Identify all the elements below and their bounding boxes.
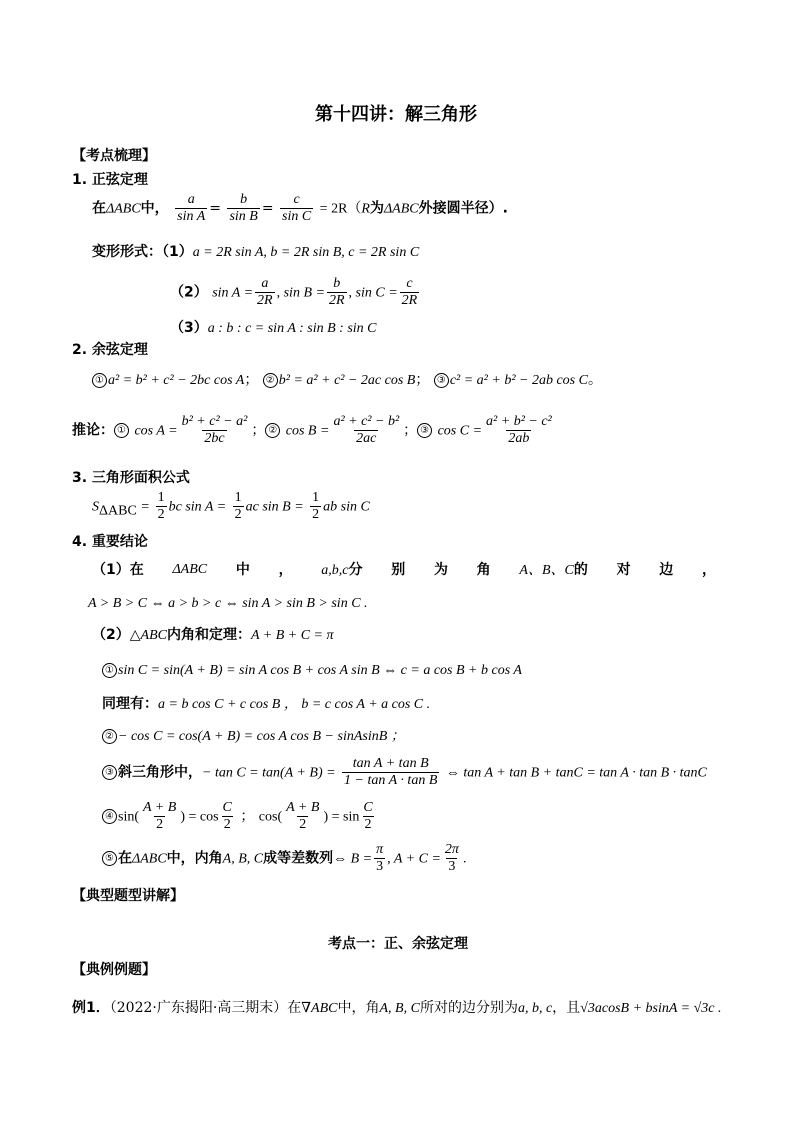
conclusion-2-tongli: 同理有：a = b cos C + c cos B ， b = c cos A + a cos C . [102,696,431,712]
sine-variant-3: （3）a : b : c = sin A : sin B : sin C [170,320,377,336]
conclusion-1-line2: A > B > C ⇔ a > b > c ⇔ sin A > sin B > sin C . [88,596,368,611]
sine-variant-1: 变形形式：（1）a = 2R sin A, b = 2R sin B, c = 2R sin C [92,244,420,260]
conclusion-2-item-4: ④ sin( $\frac{A + B}{2}$ ) = cos $\frac{C}{2}$ ； cos( $\frac{A + B}{2}$ ) = sin $\frac{C}{2}$ [102,800,377,833]
heading-cosine-law: 2. 余弦定理 [72,342,148,358]
area-formula: $S_{\Delta ABC}$ = $\frac{1}{2}$ bc sin A = $\frac{1}{2}$ ac sin B = $\frac{1}{2}$ ab sin C [92,490,370,523]
frac-c-sinC: $\frac{c}{\text{sin C}}$ [282,192,312,225]
conclusion-2-item-5: ⑤ 在ΔABC中，内角A, B, C成等差数列⇔ B = $\frac{\pi}{3}$ , A + C = $\frac{2\pi}{3}$ . [102,842,466,875]
frac-a-sinA: $\frac{a}{\text{sin A}}$ [177,192,206,225]
example-1: 例1．（2022·广东揭阳·高三期末）在∇ABC中，角A, B, C所对的边分别为a, b, c，且√3acosB + bsinA = √3c . [72,1000,722,1016]
section-kaodian: 【考点梳理】 [72,148,156,164]
kaodian-1-heading: 考点一：正、余弦定理 [328,936,468,952]
conclusion-2-item-3: ③ 斜三角形中，− tan C = tan(A + B) = $\frac{\text{tan A + tan B}}{\text{1 − tan A · tan B}}$ ⇔ tan A + tan B + tanC = tan A · tan B · tanC [102,756,707,789]
section-lieti: 【典例例题】 [72,962,156,978]
conclusion-2: （2）△ABC内角和定理：A + B + C = π [92,627,334,643]
heading-conclusions: 4. 重要结论 [72,534,148,550]
cosine-law-formulas: ① a² = b² + c² − 2bc cos A； ② b² = a² + c² − 2ac cos B； ③ c² = a² + b² − 2ab cos C。 [92,372,602,390]
conclusion-2-item-1: ① sin C = sin(A + B) = sin A cos B + cos A sin B ⇔ c = a cos B + b cos A [102,662,522,680]
conclusion-2-item-2: ② − cos C = cos(A + B) = cos A cos B − sinAsinB ； [102,728,405,746]
heading-area: 3. 三角形面积公式 [72,470,190,486]
sine-law-formula: 在ΔABC中， $\frac{a}{\text{sin A}}$ = $\frac{b}{\text{sin B}}$ = $\frac{c}{\text{sin C}}$ = 2R（R为ΔABC外接圆半径）. [92,192,508,225]
cosine-corollary: 推论： ① cos A = $\frac{\text{b² + c² − a²}}{2bc}$ ； ② cos B = $\frac{\text{a² + c² − b²}}{2ac}$ ； ③ cos C = $\frac{\text{a² + b² − c²}}{2ab}$ [72,414,552,447]
page-title: 第十四讲：解三角形 [315,104,477,125]
heading-sine-law: 1. 正弦定理 [72,172,148,188]
section-dianxing: 【典型题型讲解】 [72,888,184,904]
frac-b-sinB: $\frac{b}{\text{sin B}}$ [229,192,258,225]
conclusion-1-line1: （1）在 ΔABC 中 ， a,b,c分 别 为 角 A、B、C的 对 边 ， [92,562,716,578]
sine-variant-2: （2） sin A = $\frac{a}{2R}$ , sin B = $\frac{b}{2R}$ , sin C = $\frac{c}{2R}$ [170,276,418,309]
